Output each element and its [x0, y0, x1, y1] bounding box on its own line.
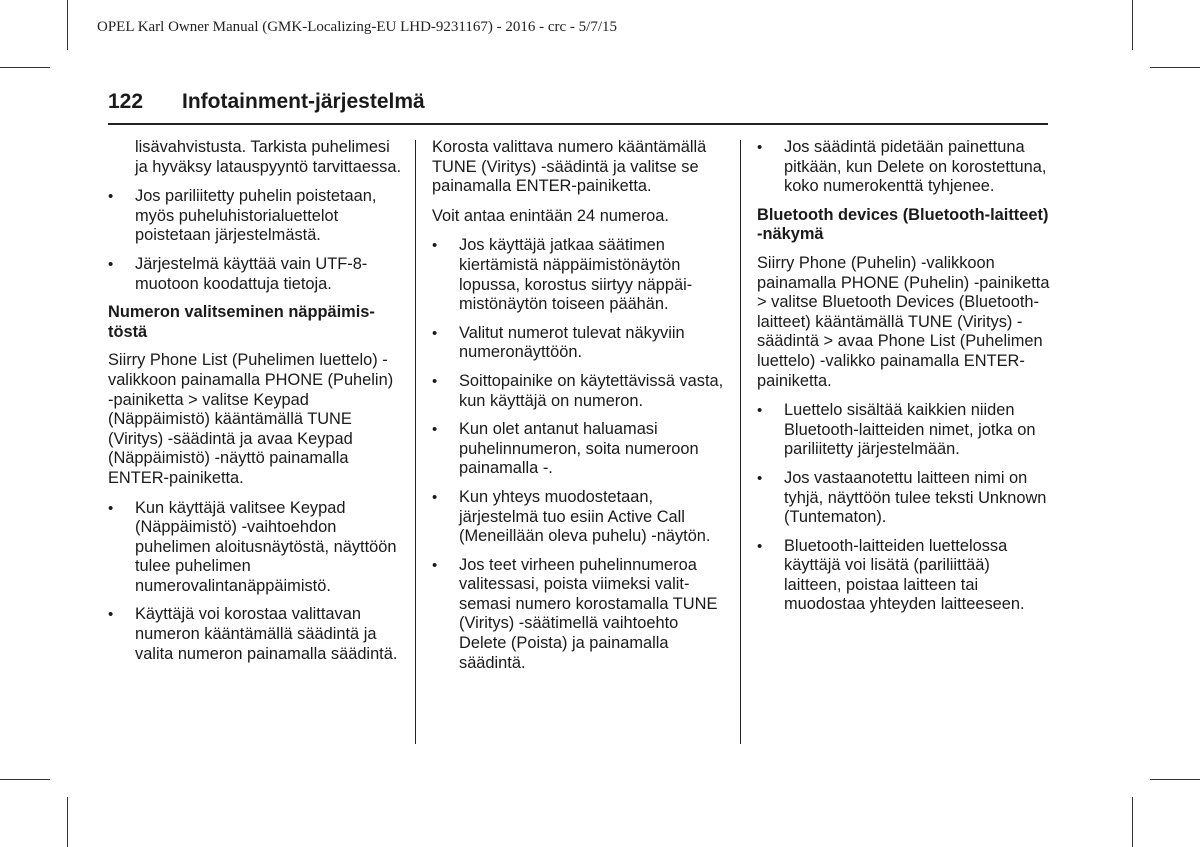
list-item [432, 236, 726, 314]
bullet-icon: • [757, 537, 763, 555]
list-item-text: Jos teet virheen puhelinnumeroa valitessasi, poista viimeksi valitsemasi numero korostamalla TUNE (Viritys) -säätimellä vaihtoehto Delete (Poista) ja painamalla säädintä. [459, 555, 718, 672]
crop-mark-bottom-right-v [1132, 797, 1133, 847]
list-item [108, 499, 402, 597]
bullet-icon: • [757, 402, 763, 420]
list-item [757, 469, 1051, 528]
list-item-text: Kun käyttäjä valitsee Keypad (Näppäimistö) -vaihtoehdon puhelimen aloitusnäytöstä, näyttöön tulee puhelimen numerovalintanäppäimistö. [135, 498, 397, 595]
bullet-list [432, 236, 726, 673]
bullet-icon: • [108, 188, 114, 206]
bullet-icon: • [432, 372, 438, 390]
bullet-list [757, 138, 1051, 197]
list-item-text: Jos käyttäjä jatkaa säätimen kiertämistä näppäimistönäytön lopussa, korostus siirtyy näppäimistönäytön toiseen päähän. [459, 236, 693, 314]
list-item [757, 401, 1051, 460]
list-item [108, 605, 402, 664]
list-item-text: Jos vastaanotettu laitteen nimi on tyhjä, näyttöön tulee teksti Unknown (Tuntematon). [784, 468, 1047, 527]
continued-paragraph: lisävahvistusta. Tarkista puhelimesi ja hyväksy latauspyyntö tarvittaessa. [135, 138, 402, 176]
bullet-list [108, 187, 402, 294]
bullet-icon: • [108, 606, 114, 624]
list-item [757, 138, 1051, 197]
list-item [757, 537, 1051, 615]
column-3 [757, 138, 1051, 624]
column-2 [432, 138, 726, 682]
bullet-icon: • [108, 499, 114, 517]
bullet-icon: • [432, 324, 438, 342]
bullet-list [108, 499, 402, 665]
column-divider-1 [415, 140, 416, 744]
page-heading [108, 88, 1048, 116]
list-item-text: Luettelo sisältää kaikkien niiden Bluetooth-laitteiden nimet, jotka on pariliitetty järjestelmään. [784, 401, 1036, 459]
list-item [432, 488, 726, 547]
page-number: 122 [108, 90, 144, 113]
section-title: Infotainment-järjestelmä [182, 90, 425, 113]
bullet-icon: • [108, 255, 114, 273]
list-item [108, 187, 402, 246]
bullet-icon: • [432, 421, 438, 439]
crop-mark-top-right-h [1150, 67, 1200, 68]
paragraph: Korosta valittava numero kääntämällä TUNE (Viritys) -säädintä ja valitse se painamalla ENTER-painiketta. [432, 138, 707, 196]
list-item-text: Kun olet antanut haluamasi puhelinnumeron, soita numeroon painamalla -. [459, 420, 699, 478]
column-1 [108, 138, 402, 673]
crop-mark-top-right-v [1132, 0, 1133, 50]
list-item-text: Jos säädintä pidetään painettuna pitkään, kun Delete on korostettuna, koko numerokenttä tyhjenee. [784, 138, 1047, 196]
bullet-icon: • [432, 237, 438, 255]
list-item [432, 324, 726, 363]
bullet-icon: • [432, 488, 438, 506]
list-item-text: Järjestelmä käyttää vain UTF-8-muotoon koodattuja tietoja. [135, 254, 368, 293]
crop-mark-bottom-right-h [1150, 779, 1200, 780]
bullet-icon: • [757, 469, 763, 487]
list-item-text: Kun yhteys muodostetaan, järjestelmä tuo esiin Active Call (Meneillään oleva puhelu) -näytön. [459, 487, 711, 546]
list-item-text: Käyttäjä voi korostaa valittavan numeron kääntämällä säädintä ja valita numeron painamalla säädintä. [135, 605, 398, 663]
crop-mark-top-left-h [0, 67, 50, 68]
crop-mark-bottom-left-h [0, 779, 50, 780]
crop-mark-bottom-left-v [67, 797, 68, 847]
subheading-bluetooth-devices: Bluetooth devices (Bluetooth-laitteet) -näkymä [757, 205, 1049, 244]
bullet-list [757, 401, 1051, 615]
list-item-text: Soittopainike on käytettävissä vasta, kun käyttäjä on numeron. [459, 371, 724, 410]
crop-mark-top-left-v [67, 0, 68, 50]
list-item-text: Jos pariliitetty puhelin poistetaan, myös puheluhistorialuettelot poistetaan järjestelmästä. [135, 187, 377, 245]
list-item-text: Valitut numerot tulevat näkyviin numeronäyttöön. [459, 323, 685, 362]
document-meta-header: OPEL Karl Owner Manual (GMK-Localizing-EU LHD-9231167) - 2016 - crc - 5/7/15 [97, 19, 617, 35]
heading-rule [108, 123, 1048, 125]
list-item-text: Bluetooth-laitteiden luettelossa käyttäjä voi lisätä (pariliittää) laitteen, poistaa laitteen tai muodostaa yhteyden laitteeseen. [784, 536, 1025, 614]
list-item [432, 556, 726, 674]
column-divider-2 [740, 140, 741, 744]
list-item [432, 420, 726, 479]
list-item [432, 372, 726, 411]
subheading-keypad: Numeron valitseminen näppäimistöstä [108, 303, 375, 341]
bullet-icon: • [757, 139, 763, 156]
paragraph: Siirry Phone (Puhelin) -valikkoon painamalla PHONE (Puhelin) -painiketta > valitse Bluetooth Devices (Bluetooth-laitteet) kääntämällä TUNE (Viritys) -säädintä > avaa Phone List (Puhelimen luettelo) -valikko painamalla ENTER-painiketta. [757, 253, 1050, 390]
paragraph: Voit antaa enintään 24 numeroa. [432, 206, 669, 225]
bullet-icon: • [432, 556, 438, 574]
list-item [108, 255, 402, 294]
paragraph: Siirry Phone List (Puhelimen luettelo) -valikkoon painamalla PHONE (Puhelin) -painiketta > valitse Keypad (Näppäimistö) kääntämällä TUNE (Viritys) -säädintä ja avaa Keypad (Näppäimistö) -näyttö painamalla ENTER-painiketta. [108, 351, 394, 487]
